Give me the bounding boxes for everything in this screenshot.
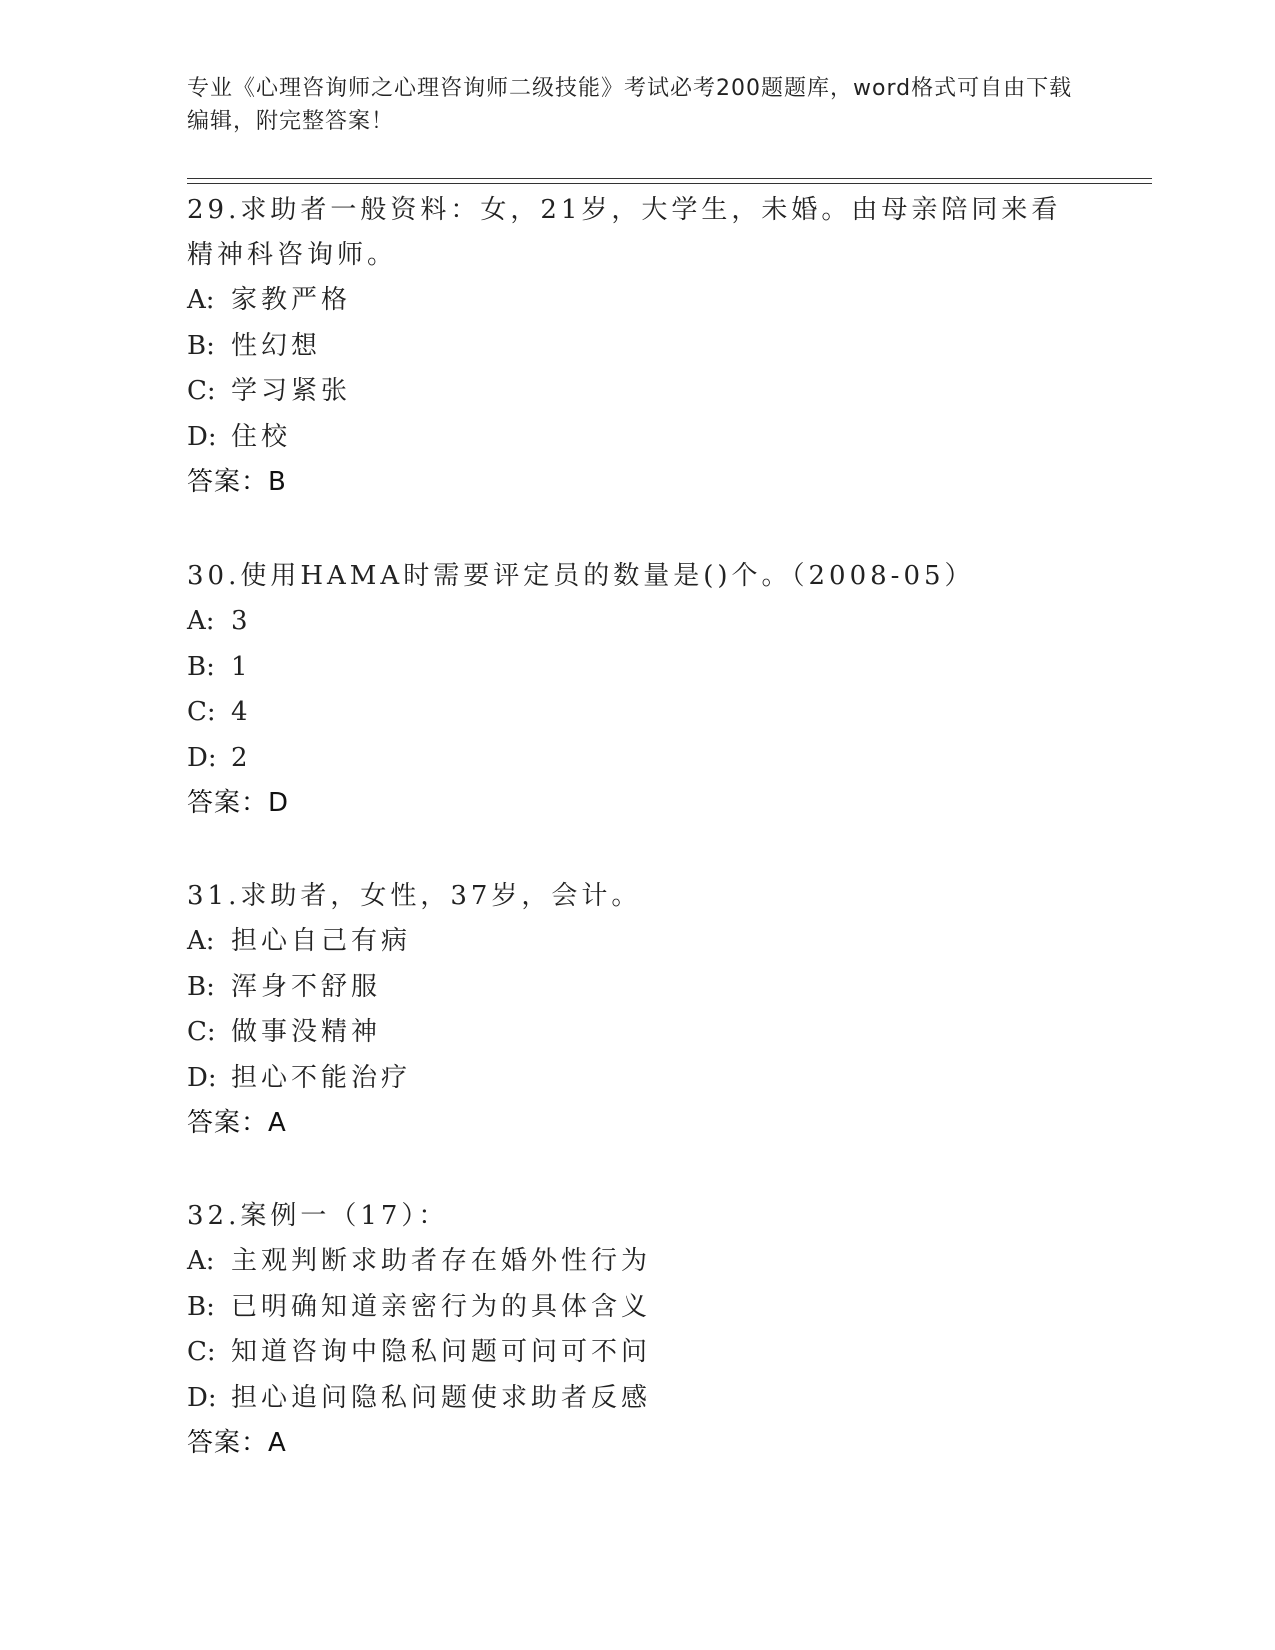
option-a — [187, 919, 1087, 965]
option-text: 学习紧张 — [231, 376, 352, 406]
option-letter: B: — [187, 651, 215, 682]
option-text: 4 — [231, 697, 252, 727]
option-letter: D: — [187, 1382, 217, 1413]
option-letter: D: — [187, 742, 217, 773]
option-d — [187, 1056, 1087, 1102]
option-text: 主观判断求助者存在婚外性行为 — [231, 1246, 652, 1276]
option-c — [187, 690, 1087, 736]
document-header: 专业《心理咨询师之心理咨询师二级技能》考试必考200题题库，word格式可自由下载编辑，附完整答案！ — [187, 76, 1073, 134]
question-31 — [187, 874, 1087, 1146]
option-letter: C: — [187, 1017, 216, 1047]
answer-line: 答案：B — [187, 467, 287, 497]
option-letter: B: — [187, 971, 215, 1002]
option-letter: A: — [187, 606, 215, 636]
option-letter: B: — [187, 1291, 215, 1322]
option-text: 性幻想 — [231, 330, 322, 361]
question-stem: 30.使用HAMA时需要评定员的数量是()个。（2008-05） — [187, 561, 975, 591]
question-29 — [187, 188, 1087, 505]
header-rule-top — [187, 178, 1152, 179]
option-text: 浑身不舒服 — [231, 971, 382, 1002]
option-text: 1 — [231, 651, 252, 682]
option-text: 担心不能治疗 — [231, 1062, 412, 1093]
option-letter: A: — [187, 285, 215, 315]
option-letter: B: — [187, 330, 215, 361]
option-text: 已明确知道亲密行为的具体含义 — [231, 1291, 652, 1322]
question-stem: 31.求助者，女性，37岁，会计。 — [187, 881, 642, 911]
header-rule-bottom — [187, 183, 1152, 184]
option-letter: C: — [187, 376, 216, 406]
option-text: 担心自己有病 — [231, 926, 412, 956]
answer-line: 答案：A — [187, 1428, 287, 1458]
answer-line: 答案：A — [187, 1108, 287, 1138]
option-letter: D: — [187, 421, 217, 452]
option-text: 做事没精神 — [231, 1017, 382, 1047]
option-b — [187, 324, 1087, 370]
option-b — [187, 645, 1087, 691]
question-30 — [187, 554, 1087, 826]
option-text: 3 — [231, 606, 252, 636]
option-text: 知道咨询中隐私问题可问可不问 — [231, 1337, 652, 1367]
answer-line: 答案：D — [187, 788, 290, 818]
option-a — [187, 278, 1087, 324]
option-letter: A: — [187, 1246, 215, 1276]
option-d — [187, 415, 1087, 461]
option-text: 家教严格 — [231, 285, 352, 315]
option-text: 担心追问隐私问题使求助者反感 — [231, 1382, 652, 1413]
option-c — [187, 1330, 1087, 1376]
option-b — [187, 965, 1087, 1011]
option-d — [187, 736, 1087, 782]
option-text: 2 — [231, 742, 252, 773]
option-a — [187, 1239, 1087, 1285]
option-b — [187, 1285, 1087, 1331]
option-a — [187, 599, 1087, 645]
option-letter: C: — [187, 697, 216, 727]
option-letter: D: — [187, 1062, 217, 1093]
option-d — [187, 1376, 1087, 1422]
option-letter: A: — [187, 926, 215, 956]
option-text: 住校 — [231, 421, 292, 452]
question-stem: 29.求助者一般资料：女，21岁，大学生，未婚。由母亲陪同来看精神科咨询师。 — [187, 195, 1062, 270]
question-stem: 32.案例一（17）： — [187, 1201, 449, 1231]
option-letter: C: — [187, 1337, 216, 1367]
option-c — [187, 369, 1087, 415]
option-c — [187, 1010, 1087, 1056]
question-32 — [187, 1194, 1087, 1466]
